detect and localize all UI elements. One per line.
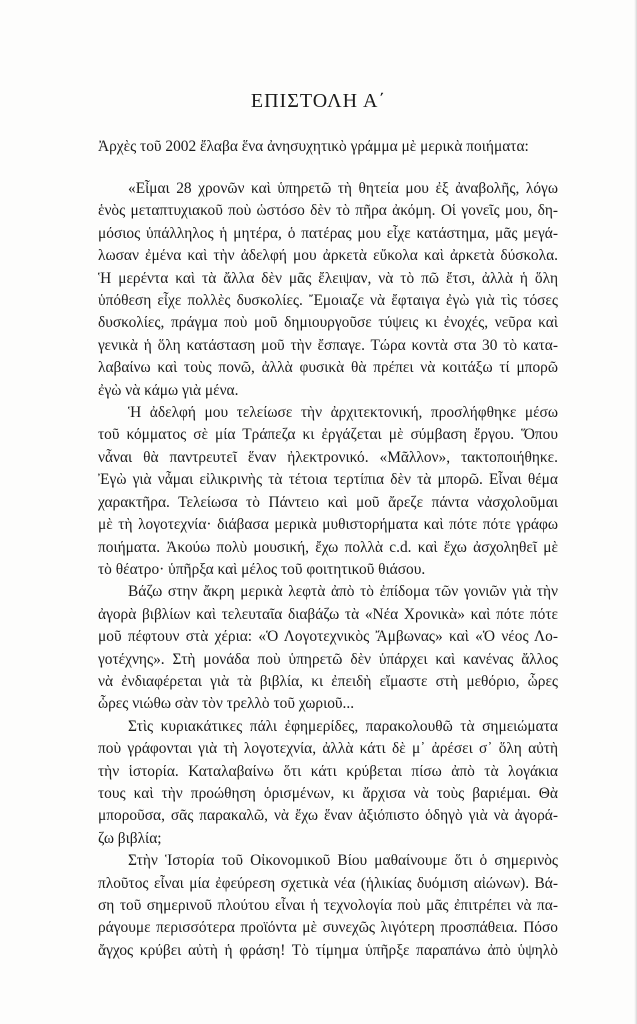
text-line: νὰ ἐνδιαφέρεται γιὰ τὰ βιβλία, κι ἐπειδὴ εἴμαστε στὴ μεθόριο, ὧρες xyxy=(98,672,558,690)
text-line: ποιήματα. Ἀκούω πολὺ μουσική, ἔχω πολλὰ c.d. καὶ ἔχω ἀσχοληθεῖ μὲ xyxy=(98,538,558,556)
text-line: λωσαν ἐμένα καὶ τὴν ἀδελφή μου ἀρκετὰ εὔκολα καὶ ἀρκετὰ δύσκολα. xyxy=(98,247,558,265)
text-line: μόσιος ὑπάλληλος ἡ μητέρα, ὁ πατέρας μου εἶχε κατάστημα, μᾶς μεγά- xyxy=(98,224,558,242)
text-line: νἆναι θὰ παντρευτεῖ ἕναν ἠλεκτρονικό. «Μᾶλλον», τακτοποιήθηκε. xyxy=(98,448,558,466)
text-line: Στὴν Ἱστορία τοῦ Οἰκονομικοῦ Βίου μαθαίνουμε ὅτι ὁ σημερινὸς xyxy=(128,852,558,870)
text-line: Ἡ μερέντα καὶ τὰ ἄλλα δὲν μᾶς ἔλειψαν, νὰ τὸ πῶ ἔτσι, ἀλλὰ ἡ ὅλη xyxy=(98,269,558,287)
text-line: γενικὰ ἡ ὅλη κατάσταση μοῦ τὴν ἔσπαγε. Τώρα κοντὰ στα 30 τὸ κατα- xyxy=(98,336,558,354)
text-line: «Εἶμαι 28 χρονῶν καὶ ὑπηρετῶ τὴ θητεία μου ἐξ ἀναβολῆς, λόγω xyxy=(128,180,558,197)
text-line: τὸ θέατρο· ὑπῆρξα καὶ μέλος τοῦ φοιτητικοῦ θιάσου. xyxy=(98,560,426,578)
paragraph xyxy=(98,581,558,715)
text-line: Ἡ ἀδελφή μου τελείωσε τὴν ἀρχιτεκτονική, προσλήφθηκε μέσω xyxy=(128,404,558,422)
chapter-title: ΕΠΙΣΤΟΛΗ Α΄ xyxy=(250,90,387,112)
text-line: Ἐγὼ γιὰ νἆμαι εἰλικρινὴς τὰ τέτοια τερτίπια δὲν τὰ μπορῶ. Εἶναι θέμα xyxy=(98,471,558,489)
text-line: δυσκολίες, πράγμα ποὺ μοῦ δημιουργοῦσε τύψεις κι ἐνοχές, νεῦρα καὶ xyxy=(98,314,558,332)
text-line: ὑπόθεση εἶχε πολλὲς δυσκολίες. Ἔμοιαζε νὰ ἔφταιγα ἐγὼ γιὰ τὶς τόσες xyxy=(98,292,558,310)
text-line: ἄγχος κρύβει αὐτὴ ἡ φράση! Τὸ τίμημα ὑπῆρξε παραπάνω ἀπὸ ὑψηλὸ xyxy=(98,941,558,959)
text-line: πλοῦτος εἶναι μία ἐφεύρεση σχετικὰ νέα (ἡλικίας δυόμιση αἰώνων). Βά- xyxy=(98,874,558,892)
text-line: ὧρες νιώθω σὰν τὸν τρελλὸ τοῦ χωριοῦ... xyxy=(98,695,355,713)
text-line: μοῦ πέφτουν στὰ χέρια: «Ὁ Λογοτεχνικὸς Ἄμβωνας» καὶ «Ὁ νέος Λο- xyxy=(98,628,558,646)
paragraph xyxy=(98,716,558,850)
text-line: Βάζω στην ἄκρη μερικὰ λεφτὰ ἀπὸ τὸ ἐπίδομα τῶν γονιῶν γιὰ τὴν xyxy=(128,583,558,601)
text-line: ἑνὸς μεταπτυχιακοῦ ποὺ ὡστόσο δὲν τὸ πῆρα ἀκόμη. Οἱ γονεῖς μου, δη- xyxy=(98,202,558,220)
paragraph xyxy=(98,178,558,402)
text-line: ζω βιβλία; xyxy=(98,829,162,847)
text-line: ἀγορὰ βιβλίων καὶ τελευταῖα διαβάζω τὰ «Νέα Χρονικὰ» καὶ πότε πότε xyxy=(98,605,558,623)
text-line: ποὺ γράφονται γιὰ τὴ λογοτεχνία, ἀλλὰ κάτι δὲ μ᾽ ἀρέσει σ᾽ ὅλη αὐτὴ xyxy=(98,740,558,758)
text-line: λαβαίνω καὶ τοὺς πονῶ, ἀλλὰ φυσικὰ θὰ πρέπει νὰ κοιτάξω τί μπορῶ xyxy=(98,359,558,377)
paragraph xyxy=(98,402,558,581)
text-line: τοῦ κόμματος σὲ μία Τράπεζα κι ἐργάζεται μὲ σύμβαση ἔργου. Ὅπου xyxy=(98,426,558,444)
text-line: μποροῦσα, σᾶς παρακαλῶ, νὰ ἔχω ἕναν ἀξιόπιστο ὁδηγὸ γιὰ νὰ ἀγορά- xyxy=(98,807,558,825)
text-line: ἐγὼ νὰ κάμω γιὰ μένα. xyxy=(98,381,239,399)
paragraph xyxy=(98,850,558,962)
intro-sentence: Ἀρχὲς τοῦ 2002 ἔλαβα ἕνα ἀνησυχητικὸ γράμμα μὲ μερικὰ ποιήματα: xyxy=(98,138,529,155)
letter-body xyxy=(98,178,558,962)
text-line: τους καὶ τὴν προώθηση ὁρισμένων, κι ἄρχισα νὰ τοὺς βαριέμαι. Θὰ xyxy=(98,784,558,802)
text-line: μὲ τὴ λογοτεχνία· διάβασα μερικὰ μυθιστορήματα καὶ πότε πότε γράφω xyxy=(98,516,558,534)
text-line: χαρακτῆρα. Τελείωσα τὸ Πάντειο καὶ μοῦ ἄρεζε πάντα νἀσχολοῦμαι xyxy=(98,493,558,511)
text-line: Στὶς κυριακάτικες πάλι ἐφημερίδες, παρακολουθῶ τὰ σημειώματα xyxy=(128,717,558,735)
text-line: ράγουμε περισσότερα προϊόντα μὲ συνεχῶς λιγότερη προσπάθεια. Πόσο xyxy=(98,919,558,937)
text-line: γοτέχνης». Στὴ μονάδα ποὺ ὑπηρετῶ δὲν ὑπάρχει καὶ κανένας ἄλλος xyxy=(98,650,558,668)
text-line: ση τοῦ σημερινοῦ πλούτου εἶναι ἡ τεχνολογία ποὺ μᾶς ἐπιτρέπει νὰ πα- xyxy=(98,897,558,914)
text-line: τὴν ἱστορία. Καταλαβαίνω ὅτι κάτι κρύβεται πίσω ἀπὸ τὰ λογάκια xyxy=(98,762,558,780)
